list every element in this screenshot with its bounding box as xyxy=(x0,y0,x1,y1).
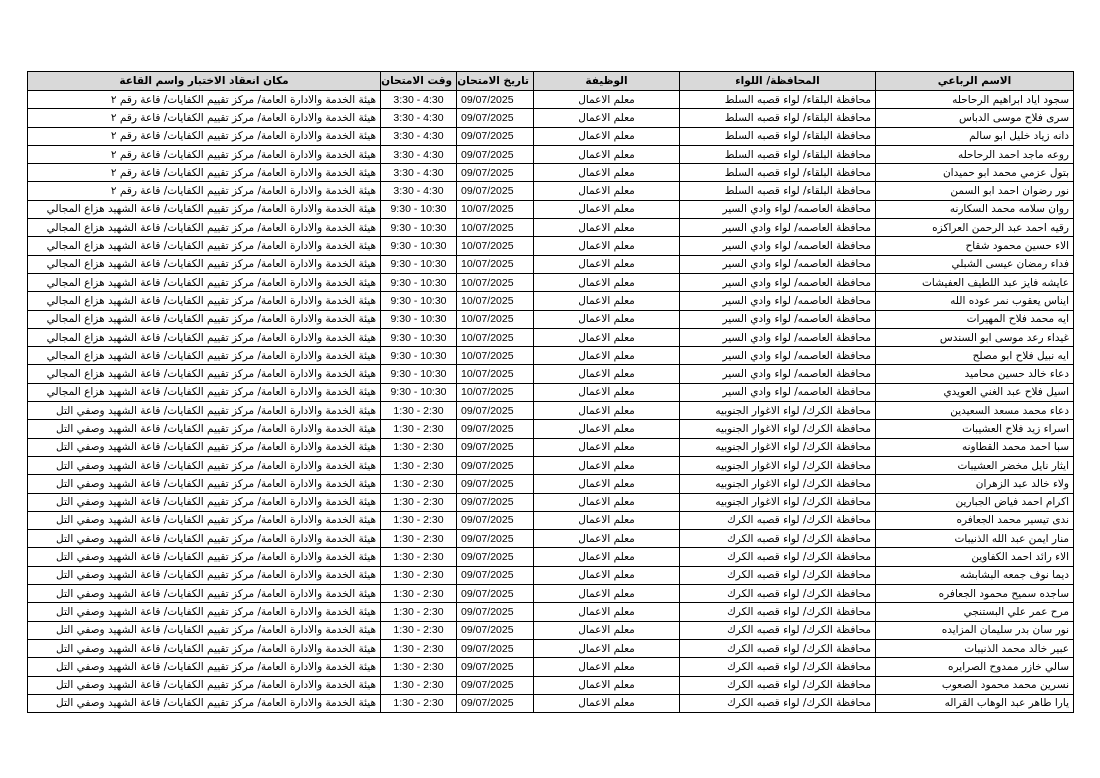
table-row xyxy=(28,694,1074,712)
cell-job: معلم الاعمال xyxy=(534,639,680,657)
cell-exam-time: 1:30 - 2:30 xyxy=(381,438,457,456)
cell-exam-date: 09/07/2025 xyxy=(457,639,534,657)
table-row xyxy=(28,621,1074,639)
cell-exam-time: 9:30 - 10:30 xyxy=(381,255,457,273)
cell-exam-time: 1:30 - 2:30 xyxy=(381,694,457,712)
table-row xyxy=(28,420,1074,438)
cell-name: اكرام احمد فياض الجبارين xyxy=(876,493,1074,511)
cell-exam-place: هيئة الخدمة والادارة العامة/ مركز تقييم الكفايات/ قاعة الشهيد هزاع المجالي xyxy=(28,292,381,310)
cell-exam-time: 1:30 - 2:30 xyxy=(381,548,457,566)
cell-name: روعه ماجد احمد الرحاحله xyxy=(876,145,1074,163)
cell-name: عبير خالد محمد الذنيبات xyxy=(876,639,1074,657)
cell-governorate: محافظة العاصمه/ لواء وادي السير xyxy=(680,365,876,383)
table-row xyxy=(28,402,1074,420)
table-row xyxy=(28,182,1074,200)
cell-exam-place: هيئة الخدمة والادارة العامة/ مركز تقييم الكفايات/ قاعة الشهيد هزاع المجالي xyxy=(28,255,381,273)
cell-name: سالي خازر ممدوح الصرايره xyxy=(876,658,1074,676)
table-row xyxy=(28,530,1074,548)
cell-exam-time: 3:30 - 4:30 xyxy=(381,127,457,145)
cell-job: معلم الاعمال xyxy=(534,91,680,109)
cell-exam-date: 09/07/2025 xyxy=(457,438,534,456)
cell-exam-time: 1:30 - 2:30 xyxy=(381,420,457,438)
cell-governorate: محافظة الكرك/ لواء قصبه الكرك xyxy=(680,676,876,694)
cell-exam-date: 09/07/2025 xyxy=(457,109,534,127)
cell-exam-date: 10/07/2025 xyxy=(457,328,534,346)
cell-governorate: محافظة البلقاء/ لواء قصبه السلط xyxy=(680,182,876,200)
cell-exam-date: 09/07/2025 xyxy=(457,145,534,163)
cell-exam-date: 10/07/2025 xyxy=(457,347,534,365)
cell-job: معلم الاعمال xyxy=(534,694,680,712)
cell-exam-time: 3:30 - 4:30 xyxy=(381,164,457,182)
cell-name: نور رضوان احمد ابو السمن xyxy=(876,182,1074,200)
cell-job: معلم الاعمال xyxy=(534,438,680,456)
cell-name: ساجده سميح محمود الجعافره xyxy=(876,585,1074,603)
cell-governorate: محافظة الكرك/ لواء الاغوار الجنوبيه xyxy=(680,402,876,420)
cell-job: معلم الاعمال xyxy=(534,109,680,127)
cell-exam-time: 9:30 - 10:30 xyxy=(381,383,457,401)
header-exam-place: مكان انعقاد الاختبار واسم القاعة xyxy=(28,72,381,91)
cell-name: اسيل فلاح عبد الغني العويدي xyxy=(876,383,1074,401)
table-row xyxy=(28,658,1074,676)
cell-name: ولاء خالد عبد الزهران xyxy=(876,475,1074,493)
cell-exam-place: هيئة الخدمة والادارة العامة/ مركز تقييم الكفايات/ قاعة الشهيد هزاع المجالي xyxy=(28,383,381,401)
cell-exam-time: 3:30 - 4:30 xyxy=(381,182,457,200)
table-row xyxy=(28,328,1074,346)
table-row xyxy=(28,310,1074,328)
cell-exam-time: 1:30 - 2:30 xyxy=(381,585,457,603)
table-row xyxy=(28,566,1074,584)
cell-governorate: محافظة البلقاء/ لواء قصبه السلط xyxy=(680,109,876,127)
cell-exam-date: 09/07/2025 xyxy=(457,621,534,639)
cell-exam-place: هيئة الخدمة والادارة العامة/ مركز تقييم الكفايات/ قاعة الشهيد وصفي التل xyxy=(28,658,381,676)
header-governorate: المحافظة/ اللواء xyxy=(680,72,876,91)
cell-exam-place: هيئة الخدمة والادارة العامة/ مركز تقييم الكفايات/ قاعة رقم ٢ xyxy=(28,164,381,182)
cell-name: عايشه فايز عبد اللطيف العفيشات xyxy=(876,273,1074,291)
cell-governorate: محافظة البلقاء/ لواء قصبه السلط xyxy=(680,127,876,145)
cell-exam-date: 10/07/2025 xyxy=(457,237,534,255)
cell-governorate: محافظة العاصمه/ لواء وادي السير xyxy=(680,200,876,218)
table-row xyxy=(28,127,1074,145)
cell-name: ايه نبيل فلاح ابو مصلح xyxy=(876,347,1074,365)
cell-job: معلم الاعمال xyxy=(534,237,680,255)
cell-exam-place: هيئة الخدمة والادارة العامة/ مركز تقييم الكفايات/ قاعة الشهيد هزاع المجالي xyxy=(28,219,381,237)
cell-exam-place: هيئة الخدمة والادارة العامة/ مركز تقييم الكفايات/ قاعة الشهيد هزاع المجالي xyxy=(28,237,381,255)
cell-exam-place: هيئة الخدمة والادارة العامة/ مركز تقييم الكفايات/ قاعة الشهيد وصفي التل xyxy=(28,621,381,639)
cell-governorate: محافظة العاصمه/ لواء وادي السير xyxy=(680,383,876,401)
cell-exam-place: هيئة الخدمة والادارة العامة/ مركز تقييم الكفايات/ قاعة رقم ٢ xyxy=(28,109,381,127)
cell-exam-date: 09/07/2025 xyxy=(457,658,534,676)
cell-name: مرح عمر علي البستنجي xyxy=(876,603,1074,621)
cell-name: سجود اياد ابراهيم الرحاحله xyxy=(876,91,1074,109)
cell-exam-time: 9:30 - 10:30 xyxy=(381,200,457,218)
document-sheet xyxy=(27,71,1073,713)
header-exam-date: تاريخ الامتحان xyxy=(457,72,534,91)
table-row xyxy=(28,438,1074,456)
cell-job: معلم الاعمال xyxy=(534,182,680,200)
cell-exam-date: 09/07/2025 xyxy=(457,182,534,200)
cell-job: معلم الاعمال xyxy=(534,658,680,676)
cell-exam-time: 9:30 - 10:30 xyxy=(381,310,457,328)
cell-governorate: محافظة العاصمه/ لواء وادي السير xyxy=(680,219,876,237)
cell-job: معلم الاعمال xyxy=(534,347,680,365)
cell-exam-date: 09/07/2025 xyxy=(457,676,534,694)
cell-governorate: محافظة الكرك/ لواء قصبه الكرك xyxy=(680,639,876,657)
cell-exam-time: 1:30 - 2:30 xyxy=(381,603,457,621)
cell-governorate: محافظة العاصمه/ لواء وادي السير xyxy=(680,347,876,365)
cell-exam-time: 9:30 - 10:30 xyxy=(381,328,457,346)
cell-governorate: محافظة الكرك/ لواء الاغوار الجنوبيه xyxy=(680,438,876,456)
cell-exam-time: 1:30 - 2:30 xyxy=(381,566,457,584)
cell-exam-time: 3:30 - 4:30 xyxy=(381,91,457,109)
cell-governorate: محافظة العاصمه/ لواء وادي السير xyxy=(680,292,876,310)
table-row xyxy=(28,237,1074,255)
cell-exam-date: 09/07/2025 xyxy=(457,164,534,182)
cell-job: معلم الاعمال xyxy=(534,127,680,145)
cell-name: نسرين محمد محمود الصعوب xyxy=(876,676,1074,694)
table-row xyxy=(28,347,1074,365)
cell-exam-place: هيئة الخدمة والادارة العامة/ مركز تقييم الكفايات/ قاعة الشهيد وصفي التل xyxy=(28,530,381,548)
cell-governorate: محافظة الكرك/ لواء قصبه الكرك xyxy=(680,511,876,529)
table-row xyxy=(28,365,1074,383)
table-row xyxy=(28,200,1074,218)
cell-governorate: محافظة الكرك/ لواء الاغوار الجنوبيه xyxy=(680,420,876,438)
cell-exam-place: هيئة الخدمة والادارة العامة/ مركز تقييم الكفايات/ قاعة الشهيد هزاع المجالي xyxy=(28,310,381,328)
cell-exam-date: 09/07/2025 xyxy=(457,694,534,712)
cell-governorate: محافظة العاصمه/ لواء وادي السير xyxy=(680,237,876,255)
cell-exam-date: 09/07/2025 xyxy=(457,511,534,529)
cell-governorate: محافظة العاصمه/ لواء وادي السير xyxy=(680,255,876,273)
table-row xyxy=(28,511,1074,529)
cell-exam-place: هيئة الخدمة والادارة العامة/ مركز تقييم الكفايات/ قاعة الشهيد وصفي التل xyxy=(28,511,381,529)
cell-exam-date: 09/07/2025 xyxy=(457,585,534,603)
table-row xyxy=(28,109,1074,127)
cell-name: الاء حسين محمود شقاح xyxy=(876,237,1074,255)
cell-exam-time: 9:30 - 10:30 xyxy=(381,237,457,255)
cell-name: دانه زياد خليل ابو سالم xyxy=(876,127,1074,145)
cell-exam-date: 10/07/2025 xyxy=(457,200,534,218)
cell-name: يارا طاهر عبد الوهاب القراله xyxy=(876,694,1074,712)
cell-exam-place: هيئة الخدمة والادارة العامة/ مركز تقييم الكفايات/ قاعة الشهيد وصفي التل xyxy=(28,548,381,566)
cell-governorate: محافظة الكرك/ لواء قصبه الكرك xyxy=(680,548,876,566)
cell-exam-time: 1:30 - 2:30 xyxy=(381,639,457,657)
cell-exam-date: 09/07/2025 xyxy=(457,548,534,566)
cell-exam-date: 09/07/2025 xyxy=(457,566,534,584)
cell-exam-time: 1:30 - 2:30 xyxy=(381,621,457,639)
cell-exam-place: هيئة الخدمة والادارة العامة/ مركز تقييم الكفايات/ قاعة الشهيد وصفي التل xyxy=(28,493,381,511)
cell-exam-place: هيئة الخدمة والادارة العامة/ مركز تقييم الكفايات/ قاعة الشهيد هزاع المجالي xyxy=(28,347,381,365)
cell-name: رقيه احمد عبد الرحمن العراكزه xyxy=(876,219,1074,237)
cell-governorate: محافظة الكرك/ لواء قصبه الكرك xyxy=(680,658,876,676)
cell-job: معلم الاعمال xyxy=(534,585,680,603)
cell-exam-place: هيئة الخدمة والادارة العامة/ مركز تقييم الكفايات/ قاعة الشهيد وصفي التل xyxy=(28,566,381,584)
cell-exam-time: 1:30 - 2:30 xyxy=(381,402,457,420)
table-row xyxy=(28,255,1074,273)
cell-exam-date: 09/07/2025 xyxy=(457,493,534,511)
cell-governorate: محافظة البلقاء/ لواء قصبه السلط xyxy=(680,145,876,163)
cell-governorate: محافظة الكرك/ لواء قصبه الكرك xyxy=(680,585,876,603)
cell-exam-date: 09/07/2025 xyxy=(457,603,534,621)
cell-exam-time: 1:30 - 2:30 xyxy=(381,676,457,694)
cell-governorate: محافظة الكرك/ لواء قصبه الكرك xyxy=(680,694,876,712)
cell-job: معلم الاعمال xyxy=(534,676,680,694)
cell-job: معلم الاعمال xyxy=(534,200,680,218)
cell-exam-place: هيئة الخدمة والادارة العامة/ مركز تقييم الكفايات/ قاعة الشهيد هزاع المجالي xyxy=(28,200,381,218)
cell-name: ديما نوف جمعه البشابشه xyxy=(876,566,1074,584)
cell-governorate: محافظة الكرك/ لواء قصبه الكرك xyxy=(680,621,876,639)
cell-exam-time: 1:30 - 2:30 xyxy=(381,475,457,493)
cell-exam-place: هيئة الخدمة والادارة العامة/ مركز تقييم الكفايات/ قاعة الشهيد وصفي التل xyxy=(28,402,381,420)
cell-exam-place: هيئة الخدمة والادارة العامة/ مركز تقييم الكفايات/ قاعة الشهيد هزاع المجالي xyxy=(28,273,381,291)
cell-exam-place: هيئة الخدمة والادارة العامة/ مركز تقييم الكفايات/ قاعة الشهيد وصفي التل xyxy=(28,475,381,493)
header-job: الوظيفة xyxy=(534,72,680,91)
cell-name: غيداء رعد موسى ابو السندس xyxy=(876,328,1074,346)
cell-job: معلم الاعمال xyxy=(534,310,680,328)
cell-job: معلم الاعمال xyxy=(534,456,680,474)
cell-exam-time: 1:30 - 2:30 xyxy=(381,658,457,676)
cell-exam-time: 9:30 - 10:30 xyxy=(381,365,457,383)
cell-governorate: محافظة الكرك/ لواء قصبه الكرك xyxy=(680,603,876,621)
table-row xyxy=(28,639,1074,657)
cell-exam-time: 3:30 - 4:30 xyxy=(381,145,457,163)
cell-exam-time: 1:30 - 2:30 xyxy=(381,456,457,474)
cell-exam-date: 10/07/2025 xyxy=(457,219,534,237)
cell-name: دعاء خالد حسين محاميد xyxy=(876,365,1074,383)
cell-job: معلم الاعمال xyxy=(534,530,680,548)
cell-exam-date: 10/07/2025 xyxy=(457,255,534,273)
cell-job: معلم الاعمال xyxy=(534,292,680,310)
cell-exam-place: هيئة الخدمة والادارة العامة/ مركز تقييم الكفايات/ قاعة الشهيد هزاع المجالي xyxy=(28,365,381,383)
cell-exam-place: هيئة الخدمة والادارة العامة/ مركز تقييم الكفايات/ قاعة رقم ٢ xyxy=(28,127,381,145)
cell-governorate: محافظة البلقاء/ لواء قصبه السلط xyxy=(680,91,876,109)
cell-job: معلم الاعمال xyxy=(534,383,680,401)
table-header-row xyxy=(28,72,1074,91)
cell-name: ايه محمد فلاح المهيرات xyxy=(876,310,1074,328)
cell-exam-time: 9:30 - 10:30 xyxy=(381,273,457,291)
cell-exam-date: 09/07/2025 xyxy=(457,91,534,109)
cell-governorate: محافظة الكرك/ لواء الاغوار الجنوبيه xyxy=(680,456,876,474)
cell-job: معلم الاعمال xyxy=(534,145,680,163)
cell-job: معلم الاعمال xyxy=(534,493,680,511)
cell-exam-date: 09/07/2025 xyxy=(457,420,534,438)
cell-exam-date: 10/07/2025 xyxy=(457,365,534,383)
cell-job: معلم الاعمال xyxy=(534,511,680,529)
cell-governorate: محافظة الكرك/ لواء الاغوار الجنوبيه xyxy=(680,475,876,493)
cell-governorate: محافظة العاصمه/ لواء وادي السير xyxy=(680,310,876,328)
cell-name: فداء رمضان عيسى الشبلي xyxy=(876,255,1074,273)
cell-name: ايناس يعقوب نمر عوده الله xyxy=(876,292,1074,310)
cell-job: معلم الاعمال xyxy=(534,566,680,584)
table-row xyxy=(28,164,1074,182)
cell-exam-time: 1:30 - 2:30 xyxy=(381,511,457,529)
table-row xyxy=(28,548,1074,566)
table-row xyxy=(28,383,1074,401)
header-exam-time: وقت الامتحان xyxy=(381,72,457,91)
cell-name: ايثار نايل مخضر العشيبات xyxy=(876,456,1074,474)
cell-job: معلم الاعمال xyxy=(534,548,680,566)
table-row xyxy=(28,475,1074,493)
cell-exam-place: هيئة الخدمة والادارة العامة/ مركز تقييم الكفايات/ قاعة الشهيد وصفي التل xyxy=(28,639,381,657)
cell-exam-date: 09/07/2025 xyxy=(457,127,534,145)
cell-name: نور سان بدر سليمان المزايده xyxy=(876,621,1074,639)
cell-exam-place: هيئة الخدمة والادارة العامة/ مركز تقييم الكفايات/ قاعة الشهيد هزاع المجالي xyxy=(28,328,381,346)
cell-exam-place: هيئة الخدمة والادارة العامة/ مركز تقييم الكفايات/ قاعة الشهيد وصفي التل xyxy=(28,585,381,603)
cell-name: روان سلامه محمد السكارنه xyxy=(876,200,1074,218)
cell-governorate: محافظة البلقاء/ لواء قصبه السلط xyxy=(680,164,876,182)
table-row xyxy=(28,91,1074,109)
table-row xyxy=(28,273,1074,291)
cell-governorate: محافظة العاصمه/ لواء وادي السير xyxy=(680,273,876,291)
cell-name: بتول عزمي محمد ابو حميدان xyxy=(876,164,1074,182)
cell-exam-place: هيئة الخدمة والادارة العامة/ مركز تقييم الكفايات/ قاعة رقم ٢ xyxy=(28,182,381,200)
cell-exam-place: هيئة الخدمة والادارة العامة/ مركز تقييم الكفايات/ قاعة رقم ٢ xyxy=(28,145,381,163)
cell-job: معلم الاعمال xyxy=(534,365,680,383)
cell-governorate: محافظة الكرك/ لواء قصبه الكرك xyxy=(680,530,876,548)
cell-exam-time: 9:30 - 10:30 xyxy=(381,292,457,310)
cell-name: ندى تيسير محمد الجعافره xyxy=(876,511,1074,529)
cell-exam-date: 10/07/2025 xyxy=(457,383,534,401)
table-row xyxy=(28,603,1074,621)
cell-job: معلم الاعمال xyxy=(534,621,680,639)
cell-name: الاء رائد احمد الكفاوين xyxy=(876,548,1074,566)
cell-exam-time: 9:30 - 10:30 xyxy=(381,219,457,237)
exam-schedule-table xyxy=(27,71,1074,713)
header-name: الاسم الرباعي xyxy=(876,72,1074,91)
cell-governorate: محافظة العاصمه/ لواء وادي السير xyxy=(680,328,876,346)
cell-exam-place: هيئة الخدمة والادارة العامة/ مركز تقييم الكفايات/ قاعة الشهيد وصفي التل xyxy=(28,438,381,456)
cell-exam-place: هيئة الخدمة والادارة العامة/ مركز تقييم الكفايات/ قاعة رقم ٢ xyxy=(28,91,381,109)
cell-exam-time: 3:30 - 4:30 xyxy=(381,109,457,127)
cell-name: سبا احمد محمد القطاونه xyxy=(876,438,1074,456)
cell-name: دعاء محمد مسعد السعيدين xyxy=(876,402,1074,420)
table-row xyxy=(28,219,1074,237)
table-row xyxy=(28,585,1074,603)
cell-job: معلم الاعمال xyxy=(534,420,680,438)
cell-exam-time: 1:30 - 2:30 xyxy=(381,493,457,511)
cell-name: سرى فلاح موسى الدباس xyxy=(876,109,1074,127)
cell-job: معلم الاعمال xyxy=(534,255,680,273)
cell-job: معلم الاعمال xyxy=(534,328,680,346)
cell-exam-date: 10/07/2025 xyxy=(457,273,534,291)
cell-job: معلم الاعمال xyxy=(534,273,680,291)
table-row xyxy=(28,145,1074,163)
table-body xyxy=(28,91,1074,713)
cell-exam-date: 10/07/2025 xyxy=(457,292,534,310)
cell-exam-place: هيئة الخدمة والادارة العامة/ مركز تقييم الكفايات/ قاعة الشهيد وصفي التل xyxy=(28,603,381,621)
cell-exam-date: 09/07/2025 xyxy=(457,475,534,493)
cell-governorate: محافظة الكرك/ لواء قصبه الكرك xyxy=(680,566,876,584)
cell-exam-place: هيئة الخدمة والادارة العامة/ مركز تقييم الكفايات/ قاعة الشهيد وصفي التل xyxy=(28,676,381,694)
cell-exam-time: 1:30 - 2:30 xyxy=(381,530,457,548)
cell-job: معلم الاعمال xyxy=(534,603,680,621)
cell-job: معلم الاعمال xyxy=(534,219,680,237)
cell-exam-time: 9:30 - 10:30 xyxy=(381,347,457,365)
table-row xyxy=(28,292,1074,310)
cell-job: معلم الاعمال xyxy=(534,475,680,493)
table-row xyxy=(28,676,1074,694)
cell-exam-date: 09/07/2025 xyxy=(457,402,534,420)
cell-exam-date: 09/07/2025 xyxy=(457,456,534,474)
cell-exam-place: هيئة الخدمة والادارة العامة/ مركز تقييم الكفايات/ قاعة الشهيد وصفي التل xyxy=(28,420,381,438)
table-row xyxy=(28,493,1074,511)
cell-exam-date: 10/07/2025 xyxy=(457,310,534,328)
cell-exam-date: 09/07/2025 xyxy=(457,530,534,548)
cell-governorate: محافظة الكرك/ لواء الاغوار الجنوبيه xyxy=(680,493,876,511)
cell-exam-place: هيئة الخدمة والادارة العامة/ مركز تقييم الكفايات/ قاعة الشهيد وصفي التل xyxy=(28,694,381,712)
cell-job: معلم الاعمال xyxy=(534,402,680,420)
cell-name: اسراء زيد فلاح العشيبات xyxy=(876,420,1074,438)
cell-job: معلم الاعمال xyxy=(534,164,680,182)
cell-exam-place: هيئة الخدمة والادارة العامة/ مركز تقييم الكفايات/ قاعة الشهيد وصفي التل xyxy=(28,456,381,474)
table-row xyxy=(28,456,1074,474)
cell-name: منار ايمن عبد الله الذنيبات xyxy=(876,530,1074,548)
